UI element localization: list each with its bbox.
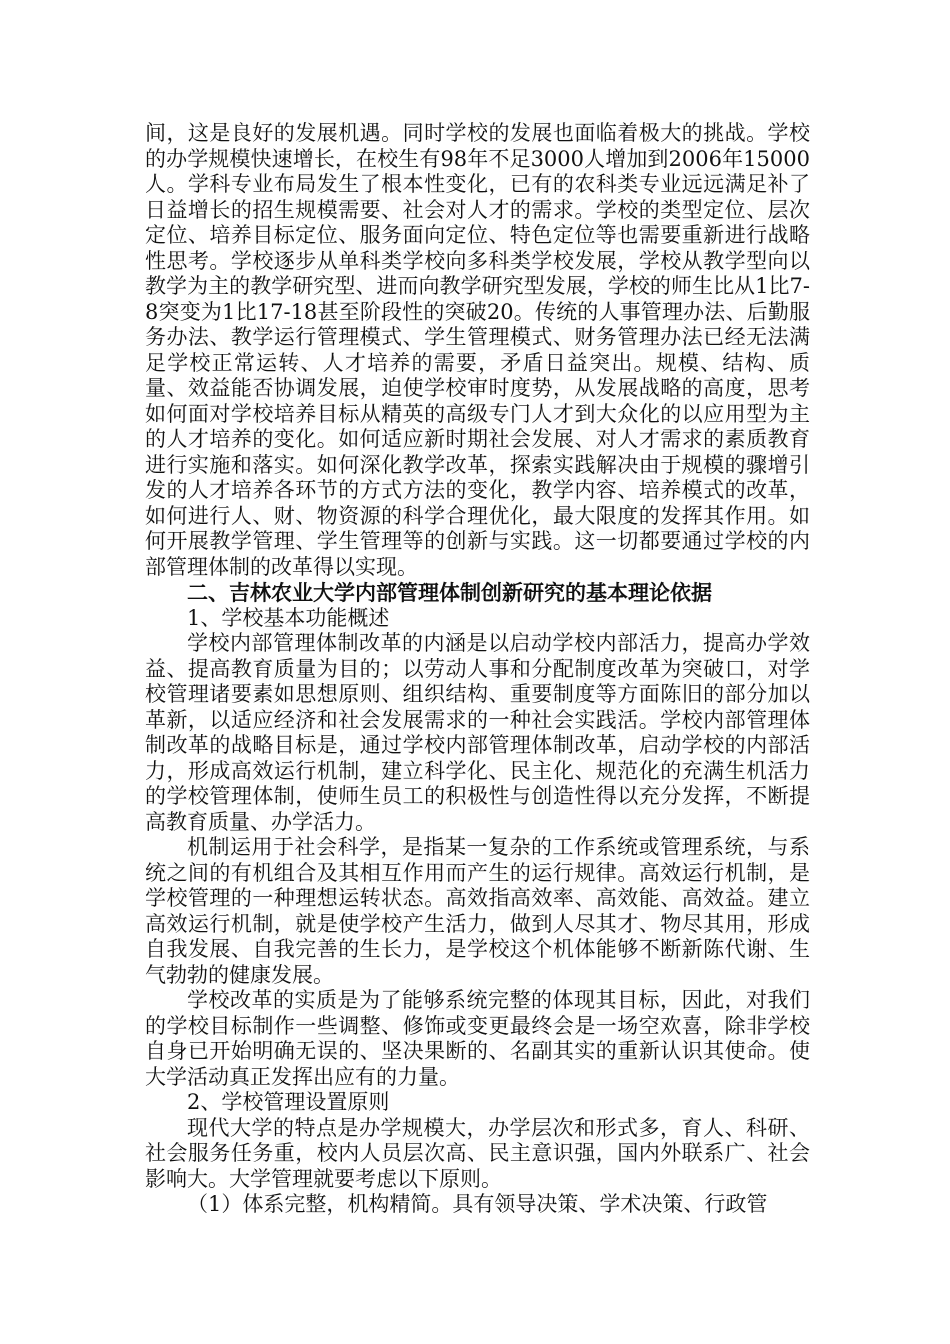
paragraph-modern-university: 现代大学的特点是办学规模大，办学层次和形式多，育人、科研、社会服务任务重，校内人员层次高、民主意识强，国内外联系广、社会影响大。大学管理就要考虑以下原则。 — [145, 1115, 810, 1191]
subheading-basic-functions: 1、学校基本功能概述 — [187, 605, 390, 630]
section-heading: 二、吉林农业大学内部管理体制创新研究的基本理论依据 — [187, 580, 712, 605]
paragraph-mechanism: 机制运用于社会科学，是指某一复杂的工作系统或管理系统，与系统之间的有机组合及其相互作用而产生的运行规律。高效运行机制，是学校管理的一种理想运转状态。高效指高效率、高效能、高效益。建立高效运行机制，就是使学校产生活力，做到人尽其才、物尽其用，形成自我发展、自我完善的生长力，是学校这个机体能够不断新陈代谢、生气勃勃的健康发展。 — [145, 835, 810, 987]
paragraph-intro: 间，这是良好的发展机遇。同时学校的发展也面临着极大的挑战。学校的办学规模快速增长，在校生有98年不足3000人增加到2006年15000人。学科专业布局发生了根本性变化，已有的农科类专业远远满足补了日益增长的招生规模需要、社会对人才的需求。学校的类型定位、层次定位、培养目标定位、服务面向定位、特色定位等也需要重新进行战略性思考。学校逐步从单科类学校向多科类学校发展，学校从教学型向以教学为主的教学研究型、进而向教学研究型发展，学校的师生比从1比7-8突变为1比17-18甚至阶段性的突破20。传统的人事管理办法、后勤服务办法、教学运行管理模式、学生管理模式、财务管理办法已经无法满足学校正常运转、人才培养的需要，矛盾日益突出。规模、结构、质量、效益能否协调发展，迫使学校审时度势，从发展战略的高度，思考如何面对学校培养目标从精英的高级专门人才到大众化的以应用型为主的人才培养的变化。如何适应新时期社会发展、对人才需求的素质教育进行实施和落实。如何深化教学改革，探索实践解决由于规模的骤增引发的人才培养各环节的方式方法的变化，教学内容、培养模式的改革，如何进行人、财、物资源的科学合理优化，最大限度的发挥其作用。如何开展教学管理、学生管理等的创新与实践。这一切都要通过学校的内部管理体制的改革得以实现。 — [145, 121, 810, 579]
document-page — [145, 121, 810, 1218]
paragraph-principle-1: （1）体系完整，机构精简。具有领导决策、学术决策、行政管 — [187, 1192, 768, 1216]
subheading-management-principles: 2、学校管理设置原则 — [187, 1090, 390, 1114]
paragraph-reform-connotation: 学校内部管理体制改革的内涵是以启动学校内部活力，提高办学效益、提高教育质量为目的；以劳动人事和分配制度改革为突破口，对学校管理诸要素如思想原则、组织结构、重要制度等方面陈旧的部分加以革新，以适应经济和社会发展需求的一种社会实践活。学校内部管理体制改革的战略目标是，通过学校内部管理体制改革，启动学校的内部活力，形成高效运行机制，建立科学化、民主化、规范化的充满生机活力的学校管理体制，使师生员工的积极性与创造性得以充分发挥，不断提高教育质量、办学活力。 — [145, 631, 810, 834]
paragraph-reform-essence: 学校改革的实质是为了能够系统完整的体现其目标，因此，对我们的学校目标制作一些调整、修饰或变更最终会是一场空欢喜，除非学校自身已开始明确无误的、坚决果断的、名副其实的重新认识其使命。使大学活动真正发挥出应有的力量。 — [145, 988, 810, 1089]
